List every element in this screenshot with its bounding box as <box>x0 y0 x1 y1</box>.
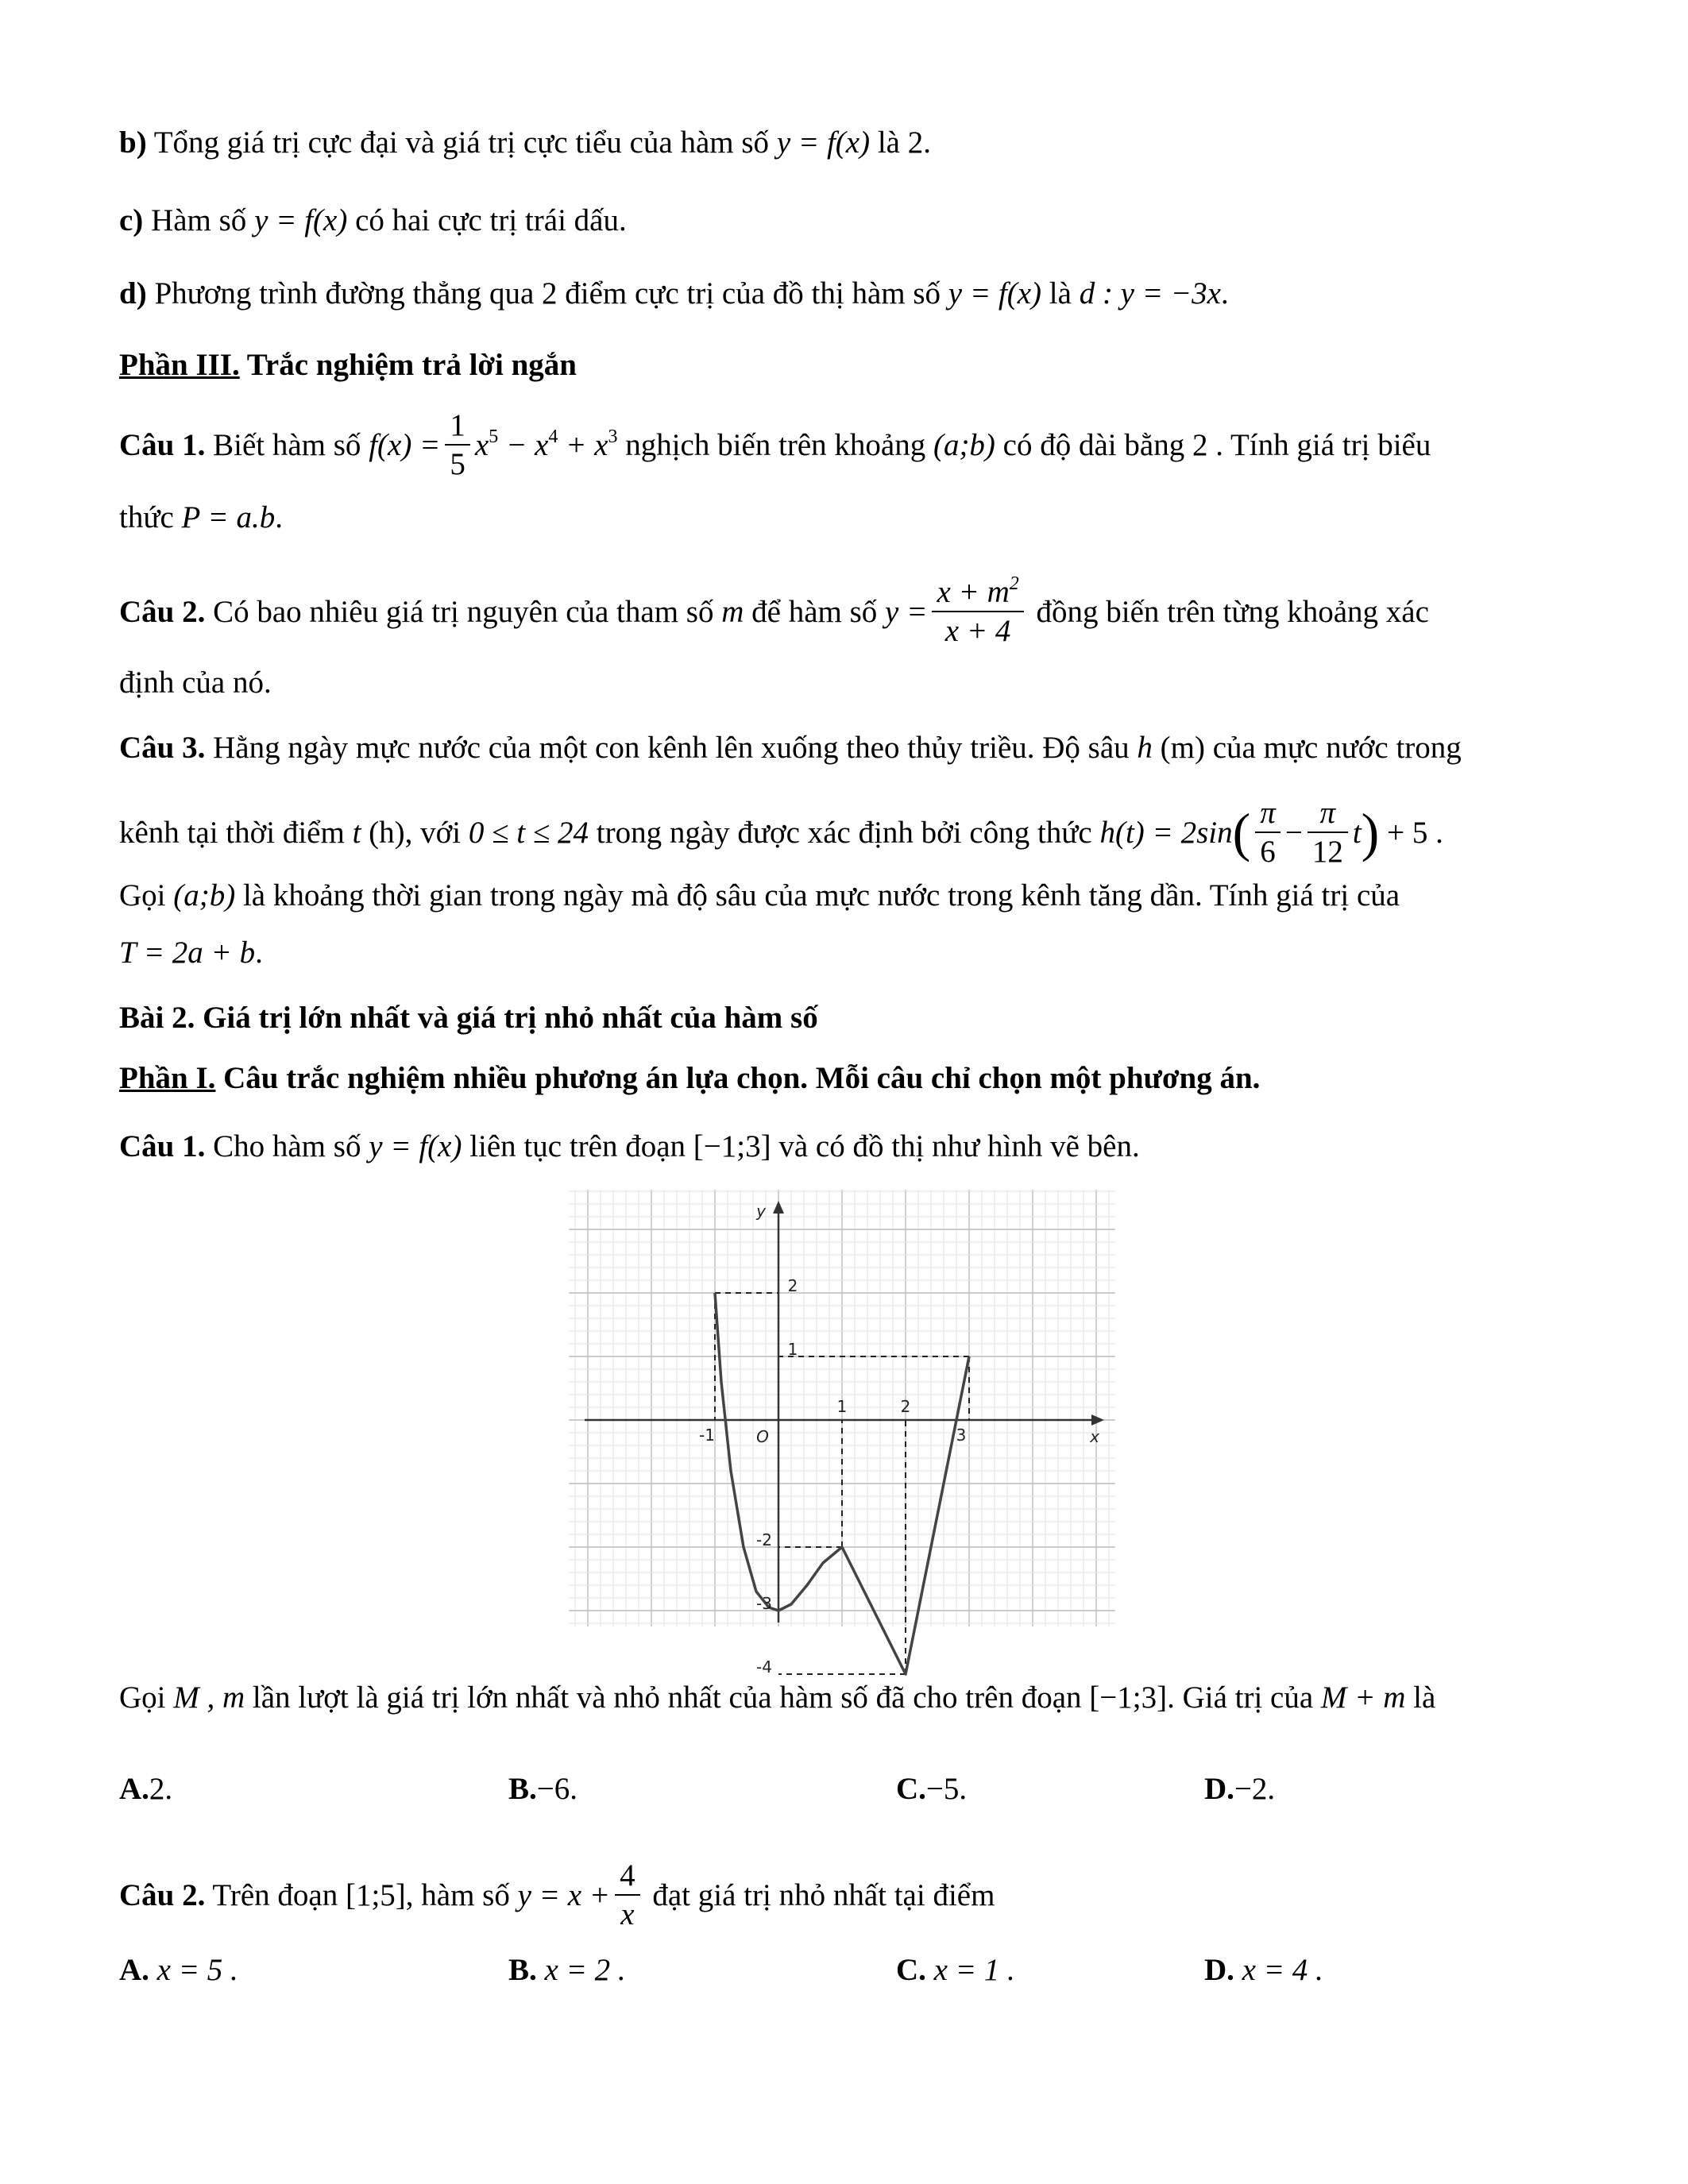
option-label: D. <box>1204 1772 1234 1806</box>
part3-heading-label: Phần III. <box>119 348 240 382</box>
expression-sum: M + m <box>1320 1680 1406 1715</box>
bai2-question-1 <box>119 1131 1569 1162</box>
function-f: f(x) = <box>369 427 441 462</box>
option-c[interactable] <box>896 1771 967 1807</box>
y-axis-label: y <box>756 1202 766 1221</box>
question-text: thức <box>119 500 182 534</box>
question-text: có độ dài bằng 2 . Tính giá trị biểu <box>995 427 1431 462</box>
part3-question-2-line2 <box>119 667 1569 698</box>
option-d[interactable] <box>1204 1952 1323 1988</box>
question-text: . <box>255 936 263 970</box>
question-text: và có đồ thị như hình vẽ bên. <box>771 1129 1140 1163</box>
x-axis-arrow <box>1091 1414 1104 1426</box>
option-label: A. <box>119 1772 149 1806</box>
fraction-denominator: 12 <box>1311 835 1343 869</box>
part3-heading-text: Trắc nghiệm trả lời ngắn <box>239 348 577 382</box>
x-tick-label: -1 <box>699 1426 715 1445</box>
statement-b-label: b) <box>119 125 147 160</box>
part3-question-3-line2 <box>119 796 1569 870</box>
fraction-numerator: 4 <box>615 1860 640 1896</box>
statement-c-text: Hàm số <box>143 203 255 237</box>
question-label: Câu 2. <box>119 1877 206 1912</box>
question-text: . <box>275 500 283 534</box>
option-label: B. <box>508 1953 537 1987</box>
statement-b-formula: y = f(x) <box>776 125 871 160</box>
question-text: đồng biến trên từng khoảng xác <box>1028 594 1429 629</box>
option-label: D. <box>1204 1953 1234 1987</box>
fraction-denominator: x <box>620 1897 635 1931</box>
bai2-part1-heading <box>119 1063 1569 1094</box>
expression-t: T = 2a + b <box>119 936 256 970</box>
part3-question-3-line3 <box>119 880 1569 911</box>
part3-question-3-line4 <box>119 937 1569 968</box>
exponent: 5 <box>489 426 499 447</box>
term-x: x <box>474 427 489 462</box>
y-tick-label: -2 <box>756 1530 772 1549</box>
function-y: y = f(x) <box>369 1129 462 1163</box>
fraction-denominator: 6 <box>1260 835 1276 869</box>
variable-t: t <box>1352 815 1362 850</box>
question-text: , hàm số <box>405 1877 518 1912</box>
statement-c-label: c) <box>119 203 144 237</box>
option-label: C. <box>896 1772 926 1806</box>
fraction-numerator: π <box>1255 797 1280 833</box>
bai2-question-1-after <box>119 1682 1569 1713</box>
section-title: Bài 2. Giá trị lớn nhất và giá trị nhỏ nhất của hàm số <box>119 1001 818 1035</box>
question-text: Gọi <box>119 1680 174 1715</box>
statement-d-end: . <box>1220 276 1229 311</box>
question-text: Hằng ngày mực nước của một con kênh lên xuống theo thủy triều. Độ sâu <box>205 731 1138 765</box>
operator: − <box>1284 815 1303 850</box>
question-text: liên tục trên đoạn <box>462 1129 693 1163</box>
statement-d <box>119 278 1569 309</box>
question-text: là khoảng thời gian trong ngày mà độ sâu của mực nước trong kênh tăng dần. Tính giá trị của <box>235 878 1400 913</box>
option-value: x = 1 . <box>933 1953 1015 1987</box>
x-tick-label: 3 <box>956 1426 967 1445</box>
option-value: −6. <box>536 1772 578 1806</box>
bai2-question-2 <box>119 1858 1569 1933</box>
question-text: nghịch biến trên khoảng <box>617 427 933 462</box>
statement-b-end: là 2. <box>870 125 931 160</box>
question-text: . Giá trị của <box>1167 1680 1321 1715</box>
part3-heading <box>119 349 1569 380</box>
question-label: Câu 2. <box>119 594 206 629</box>
option-value: −5. <box>925 1772 968 1806</box>
fraction-4-over-x <box>615 1860 640 1930</box>
fraction-one-fifth <box>445 410 470 480</box>
exponent: 3 <box>608 426 618 447</box>
option-value: x = 2 . <box>544 1953 626 1987</box>
bai2-part1-label: Phần I. <box>119 1061 216 1095</box>
statement-d-mid: là <box>1041 276 1080 311</box>
question-text: Có bao nhiêu giá trị nguyên của tham số <box>205 594 722 629</box>
y-tick-label: -4 <box>756 1657 772 1677</box>
origin-label: O <box>756 1427 769 1446</box>
option-value: x = 5 . <box>156 1953 238 1987</box>
option-a[interactable] <box>119 1771 172 1807</box>
question-text: Trên đoạn <box>205 1877 346 1912</box>
question-text: Cho hàm số <box>205 1129 369 1163</box>
question-text: định của nó. <box>119 666 272 700</box>
interval: [−1;3] <box>1089 1680 1168 1715</box>
option-value: 2. <box>149 1772 173 1806</box>
term-x: − x <box>498 427 549 462</box>
option-value: x = 4 . <box>1242 1953 1323 1987</box>
exponent: 2 <box>1009 573 1019 594</box>
option-a[interactable] <box>119 1952 238 1988</box>
question-text: đạt giá trị nhỏ nhất tại điểm <box>644 1877 995 1912</box>
fraction-function <box>932 573 1023 648</box>
fraction-numerator: π <box>1308 797 1348 833</box>
question-label: Câu 1. <box>119 427 206 462</box>
tick-labels <box>699 1202 1099 1677</box>
question-text: để hàm số <box>744 594 886 629</box>
question-text: kênh tại thời điểm <box>119 815 353 850</box>
fraction-pi-12 <box>1308 797 1348 867</box>
option-label: C. <box>896 1953 926 1987</box>
x-tick-label: 2 <box>900 1397 911 1416</box>
question-text: Gọi <box>119 878 174 913</box>
question-text: lần lượt là giá trị lớn nhất và nhỏ nhất của hàm số đã cho trên đoạn <box>245 1680 1090 1715</box>
function-y: y = x + <box>517 1877 611 1912</box>
parameter-m: m <box>721 594 744 629</box>
interval: (a;b) <box>933 427 995 462</box>
question-text: là <box>1405 1680 1436 1715</box>
fraction-numerator: 1 <box>445 410 470 446</box>
option-b[interactable] <box>508 1952 626 1988</box>
variable-h: h <box>1137 731 1153 765</box>
interval: [1;5] <box>345 1877 406 1912</box>
option-d[interactable] <box>1204 1771 1275 1807</box>
part3-question-2 <box>119 573 1569 650</box>
option-label: A. <box>119 1953 149 1987</box>
y-tick-label: -3 <box>756 1594 772 1613</box>
option-label: B. <box>508 1772 537 1806</box>
range: 0 ≤ t ≤ 24 <box>468 815 589 850</box>
question-text: (m) của mực nước trong <box>1152 731 1462 765</box>
statement-c-end: có hai cực trị trái dấu. <box>347 203 627 237</box>
question-label: Câu 3. <box>119 731 206 765</box>
x-tick-label: 1 <box>836 1397 848 1416</box>
question-text: (h), với <box>361 815 469 850</box>
variables-M-m: M , m <box>173 1680 245 1715</box>
y-tick-label: 1 <box>787 1340 798 1359</box>
question-text: + 5 . <box>1379 815 1443 850</box>
fraction-denominator: 5 <box>450 447 465 481</box>
expression-p: P = a.b <box>181 500 276 534</box>
option-value: −2. <box>1234 1772 1276 1806</box>
part3-question-1-line2 <box>119 502 1569 533</box>
left-paren: ( <box>1232 802 1251 862</box>
statement-d-line: d : y = −3x <box>1079 276 1221 311</box>
question-label: Câu 1. <box>119 1129 206 1163</box>
statement-b-text: Tổng giá trị cực đại và giá trị cực tiểu của hàm số <box>146 125 777 160</box>
statement-c-formula: y = f(x) <box>254 203 348 237</box>
y-tick-label: 2 <box>787 1276 798 1295</box>
exponent: 4 <box>548 426 558 447</box>
right-paren: ) <box>1361 802 1380 862</box>
statement-d-label: d) <box>119 276 147 311</box>
question-text: Biết hàm số <box>205 427 369 462</box>
numerator-text: x + m <box>937 575 1010 609</box>
option-b[interactable] <box>508 1771 577 1807</box>
question-text: trong ngày được xác định bởi công thức <box>589 815 1100 850</box>
fraction-numerator <box>932 573 1023 612</box>
fraction-pi-6 <box>1255 797 1280 867</box>
interval: [−1;3] <box>693 1129 771 1163</box>
fraction-denominator: x + 4 <box>944 614 1011 648</box>
statement-d-text: Phương trình đường thẳng qua 2 điểm cực trị của đồ thị hàm số <box>146 276 948 311</box>
function-h: h(t) = 2sin <box>1099 815 1233 850</box>
option-c[interactable] <box>896 1952 1015 1988</box>
variable-t: t <box>352 815 361 850</box>
x-axis-label: x <box>1090 1427 1099 1446</box>
statement-d-formula: y = f(x) <box>948 276 1042 311</box>
function-graph <box>569 1190 1115 1677</box>
statement-b <box>119 127 1569 158</box>
part3-question-3 <box>119 732 1569 763</box>
part3-question-1 <box>119 408 1569 483</box>
statement-c <box>119 205 1569 236</box>
interval: (a;b) <box>173 878 236 913</box>
function-y: y = <box>885 594 928 629</box>
y-axis-arrow <box>773 1201 784 1214</box>
term-x: + x <box>558 427 608 462</box>
bai2-part1-text: Câu trắc nghiệm nhiều phương án lựa chọn. Mỗi câu chỉ chọn một phương án. <box>215 1061 1261 1095</box>
